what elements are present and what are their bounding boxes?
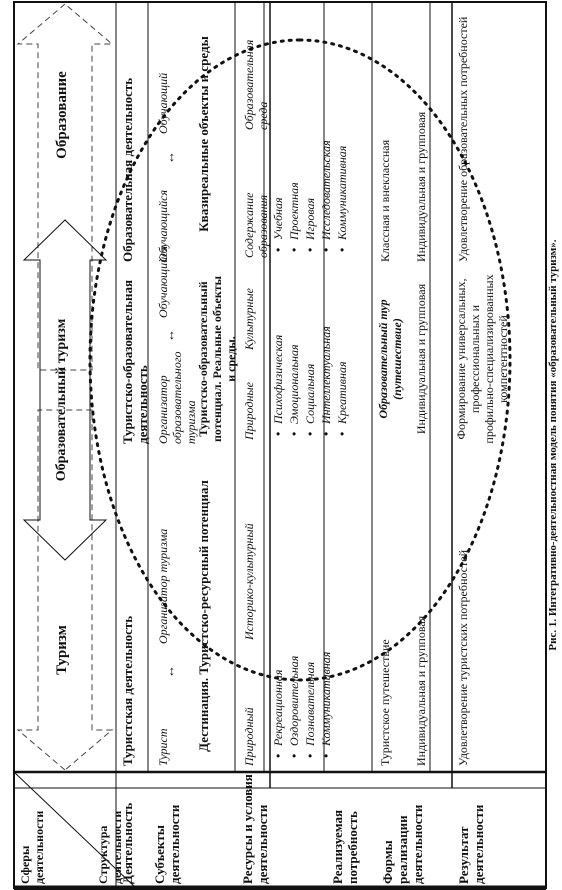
education-resources-title: Квазиреальные объекты и среды xyxy=(196,36,211,232)
tourism-subj-b: Организатор туризма xyxy=(156,528,170,644)
tourism-activity: Туристская деятельность xyxy=(120,615,135,766)
row-label-resources: Ресурсы и условия деятельности xyxy=(240,774,270,884)
edu-tourism-need-item: • Эмоциональная xyxy=(286,272,302,424)
edu-tourism-result: Формирование универсальных, профессиональных и профильно-специализированных компетентностей xyxy=(454,274,510,444)
corner-bottom: Структура деятельности xyxy=(96,810,124,884)
edu-tourism-form: Образовательный тур (путешествие) xyxy=(376,299,404,419)
edu-tourism-resources-title: Туристско-образовательный потенциал. Реальные объекты и среды. xyxy=(196,275,238,443)
sphere-tourism: Туризм xyxy=(54,625,70,675)
edu-tourism-need-item: • Креативная xyxy=(334,272,350,424)
tourism-need-item: • Оздоровительная xyxy=(286,460,302,746)
education-need-item: • Игровая xyxy=(302,14,318,240)
education-subj-b: Обучающий xyxy=(156,72,170,134)
tourism-need-item: • Познавательная xyxy=(302,460,318,746)
figure-caption: Рис. 1. Интегративно-деятельностная модель понятия «образовательный туризм». xyxy=(547,239,559,651)
edu-tourism-need-item: • Психофизическая xyxy=(270,272,286,424)
edu-tourism-res-a: Природные xyxy=(242,382,256,440)
figure-caption-wrap xyxy=(546,0,560,890)
tourism-subj-a: Турист xyxy=(156,728,170,766)
education-activity: Образовательная деятельность xyxy=(120,77,135,262)
row-label-subjects: Субъекты деятельности xyxy=(152,804,182,884)
education-result: Удовлетворение образовательных потребностей xyxy=(456,16,470,262)
row-label-forms: Формы реализации деятельности xyxy=(380,804,425,884)
tourism-res-a: Природный xyxy=(242,707,256,766)
tourism-resources-title: Дестинация. Туристско-ресурсный потенциал xyxy=(196,480,211,752)
row-label-need: Реализуемая потребность xyxy=(330,809,360,884)
row-label-result: Результат деятельности xyxy=(456,804,486,884)
sphere-edu-tourism: Образовательный туризм xyxy=(54,318,69,482)
education-form: Классная и внеклассная xyxy=(378,139,392,262)
edu-tourism-form-sub: Индивидуальная и групповая xyxy=(414,283,428,435)
education-res-b: Образовательная среда xyxy=(242,39,270,130)
edu-tourism-subj-b: Обучающийся xyxy=(156,245,170,318)
tourism-res-b: Историко-культурный xyxy=(242,523,256,640)
dotted-ellipse xyxy=(90,40,510,680)
education-form-sub: Индивидуальная и групповая xyxy=(414,111,428,262)
tourism-form: Туристское путешествие xyxy=(378,639,392,766)
education-subj-a: Обучающийся xyxy=(156,189,170,262)
edu-tourism-need-item: • Интеллектуальная xyxy=(318,272,334,424)
tourism-result: Удовлетворение туристских потребностей xyxy=(456,550,470,766)
corner-top: Сферы деятельности xyxy=(18,810,46,884)
edu-tourism-activity: Туристско-образовательная деятельность xyxy=(120,279,150,444)
education-need-item: • Коммуникативная xyxy=(334,14,350,240)
sphere-education: Образование xyxy=(54,71,70,159)
edu-tourism-need-item: • Социальная xyxy=(302,272,318,424)
education-need-item: • Проектная xyxy=(286,14,302,240)
edu-tourism-res-b: Культурные xyxy=(242,288,256,350)
edu-tourism-subj-a: Организатор образовательного туризма xyxy=(156,351,198,444)
education-res-a: Содержание образования xyxy=(242,192,270,258)
edu-tourism-subj-arrow: ↔ xyxy=(162,329,177,342)
education-need-item: • Учебная xyxy=(270,14,286,240)
education-need-item: • Исследовательская xyxy=(318,14,334,240)
education-subj-arrow: ↔ xyxy=(162,151,177,164)
tourism-need-item: • Рекреационная xyxy=(270,460,286,746)
row-label-activity: Деятельность xyxy=(120,802,135,884)
tourism-need-item: • Коммуникативная xyxy=(318,460,334,746)
tourism-subj-arrow: ↔ xyxy=(162,665,177,678)
tourism-form-sub: Индивидуальная и групповая xyxy=(414,615,428,766)
